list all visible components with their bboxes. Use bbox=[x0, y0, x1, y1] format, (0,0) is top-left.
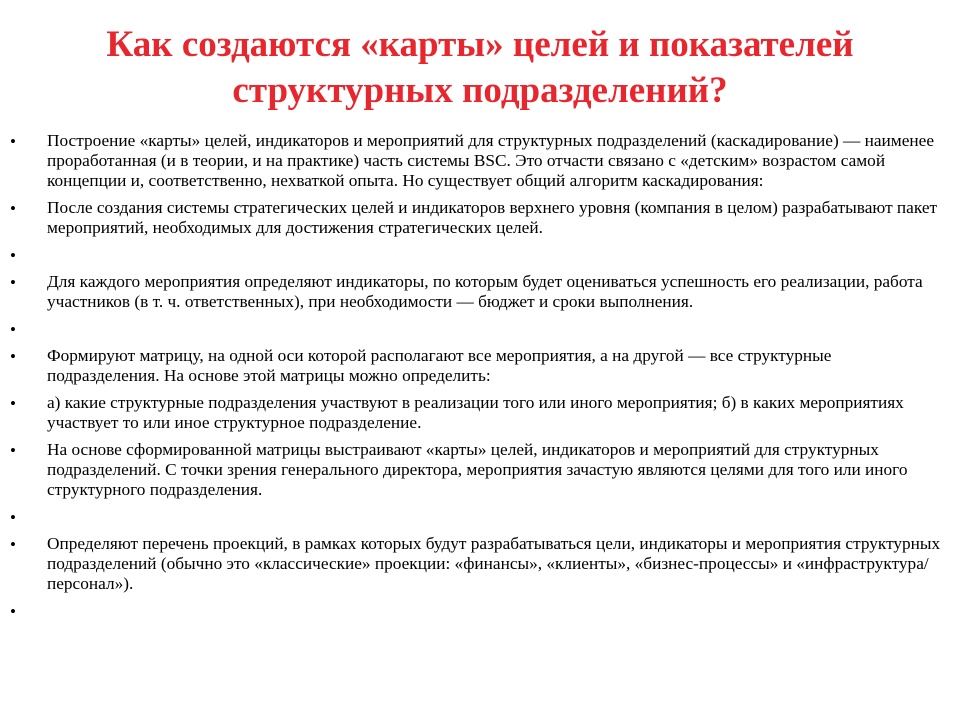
bullet-dot-icon: • bbox=[10, 535, 16, 554]
bullet-dot-icon: • bbox=[10, 246, 16, 265]
bullet-dot-icon: • bbox=[10, 199, 16, 218]
bullet-dot-icon: • bbox=[10, 394, 16, 413]
bullet-text: а) какие структурные подразделения участвуют в реализации того или иного мероприятия; б) в каких мероприятиях участвует то или иное структурное подразделение. bbox=[47, 393, 904, 432]
bullet-text: После создания системы стратегических целей и индикаторов верхнего уровня (компания в целом) разрабатывают пакет мероприятий, необходимых для достижения стратегических целей. bbox=[47, 198, 938, 237]
bullet-item-8 bbox=[0, 440, 960, 500]
bullet-item-3 bbox=[0, 245, 960, 265]
bullet-dot-icon: • bbox=[10, 347, 16, 366]
bullet-text: На основе сформированной матрицы выстраивают «карты» целей, индикаторов и мероприятий для структурных подразделений. С точки зрения генерального директора, мероприятия зачастую являются целями для того или иного структурного подразделения. bbox=[47, 440, 908, 499]
bullet-item-2 bbox=[0, 198, 960, 238]
bullet-list bbox=[0, 131, 960, 628]
bullet-dot-icon: • bbox=[10, 132, 16, 151]
bullet-item-6 bbox=[0, 346, 960, 386]
bullet-item-9 bbox=[0, 507, 960, 527]
bullet-item-7 bbox=[0, 393, 960, 433]
bullet-item-11 bbox=[0, 601, 960, 621]
bullet-item-1 bbox=[0, 131, 960, 191]
bullet-item-4 bbox=[0, 272, 960, 312]
bullet-dot-icon: • bbox=[10, 508, 16, 527]
bullet-dot-icon: • bbox=[10, 602, 16, 621]
bullet-dot-icon: • bbox=[10, 320, 16, 339]
bullet-text: Построение «карты» целей, индикаторов и мероприятий для структурных подразделений (каскадирование) — наименее проработанная (и в теории, и на практике) часть системы BSC. Это отчасти связано с «детским» возрастом самой концепции и, соответственно, нехваткой опыта. Но существует общий алгоритм каскадирования: bbox=[47, 131, 935, 190]
bullet-item-5 bbox=[0, 319, 960, 339]
bullet-item-10 bbox=[0, 534, 960, 594]
slide-title: Как создаются «карты» целей и показателей структурных подразделений? bbox=[106, 24, 854, 111]
bullet-text: Формируют матрицу, на одной оси которой располагают все мероприятия, а на другой — все структурные подразделения. На основе этой матрицы можно определить: bbox=[47, 346, 832, 385]
bullet-dot-icon: • bbox=[10, 441, 16, 460]
bullet-text: Для каждого мероприятия определяют индикаторы, по которым будет оцениваться успешность его реализации, работа участников (в т. ч. ответственных), при необходимости — бюджет и сроки выполнения. bbox=[47, 272, 923, 311]
bullet-dot-icon: • bbox=[10, 273, 16, 292]
bullet-text: Определяют перечень проекций, в рамках которых будут разрабатываться цели, индикаторы и мероприятия структурных подразделений (обычно это «классические» проекции: «финансы», «клиенты», «бизнес-процессы» и «инфраструктура/персонал»). bbox=[47, 534, 941, 593]
